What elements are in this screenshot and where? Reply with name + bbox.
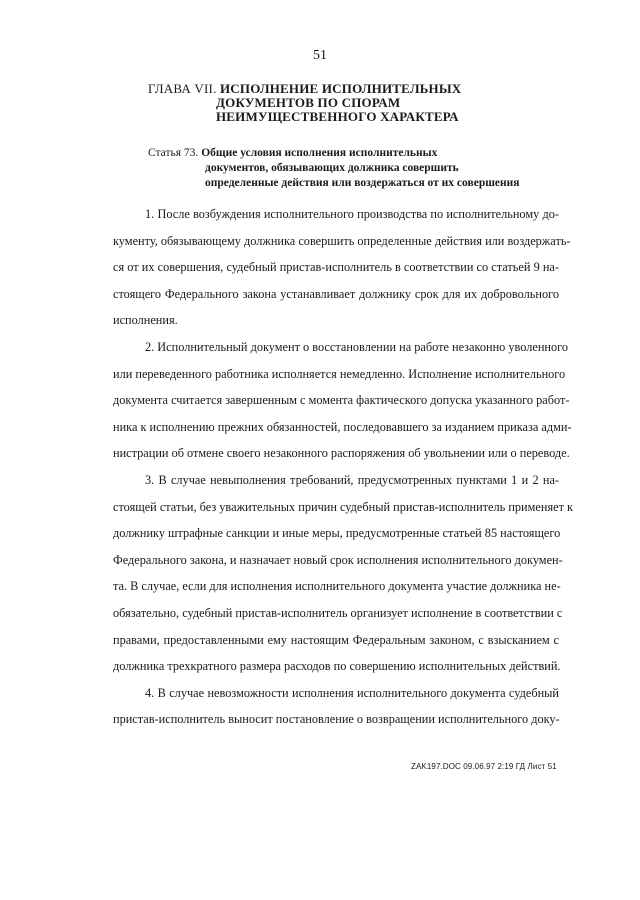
paragraph-line: 3. В случае невыполнения требований, предусмотренных пунктами 1 и 2 на- xyxy=(145,472,559,487)
paragraph-line: Федерального закона, и назначает новый срок исполнения исполнительного докумен- xyxy=(113,552,563,567)
paragraph xyxy=(113,334,572,467)
chapter-title-line-1: ИСПОЛНЕНИЕ ИСПОЛНИТЕЛЬНЫХ xyxy=(219,81,462,96)
paragraph-line: должника трехкратного размера расходов по совершению исполнительных действий. xyxy=(113,659,561,674)
paragraph xyxy=(113,680,559,733)
paragraph-line: та. В случае, если для исполнения исполнительного документа участие должника не- xyxy=(113,579,561,594)
article-title-line-2: документов, обязывающих должника совершить xyxy=(205,162,459,174)
paragraph-line: исполнения. xyxy=(113,313,178,328)
paragraph-line: стоящего Федерального закона устанавливает должнику срок для их добровольного xyxy=(113,286,559,301)
paragraph-line: 4. В случае невозможности исполнения исполнительного документа судебный xyxy=(145,685,559,700)
article-title-line-1: Общие условия исполнения исполнительных xyxy=(201,147,438,159)
paragraph xyxy=(113,201,571,334)
paragraph-line: или переведенного работника исполняется немедленно. Исполнение исполнительного xyxy=(113,366,566,381)
paragraph-line: документа считается завершенным с момента фактического допуска указанного работ- xyxy=(113,393,570,408)
paragraph-line: правами, предоставленными ему настоящим Федеральным законом, с взысканием с xyxy=(113,632,559,647)
paragraph-line: 2. Исполнительный документ о восстановлении на работе незаконно уволенного xyxy=(145,339,569,354)
paragraph-line: должнику штрафные санкции и иные меры, предусмотренные статьей 85 настоящего xyxy=(113,526,561,541)
chapter-heading xyxy=(148,82,461,124)
chapter-title-line-3: НЕИМУЩЕСТВЕННОГО ХАРАКТЕРА xyxy=(216,109,459,124)
paragraph-line: пристав-исполнитель выносит постановление о возвращении исполнительного доку- xyxy=(113,712,560,727)
article-heading xyxy=(148,146,520,191)
document-footer: ZAK197.DOC 09.06.97 2:19 ГД Лист 51 xyxy=(411,762,557,771)
paragraph-line: обязательно, судебный пристав-исполнитель организует исполнение в соответствии с xyxy=(113,605,563,620)
chapter-prefix: ГЛАВА VII. xyxy=(148,81,217,96)
page-number: 51 xyxy=(313,48,327,63)
paragraph-line: стоящей статьи, без уважительных причин судебный пристав-исполнитель применяет к xyxy=(113,499,573,514)
paragraph-line: 1. После возбуждения исполнительного производства по исполнительному до- xyxy=(145,207,559,221)
chapter-heading-line-1 xyxy=(148,82,461,96)
paragraph-line: кументу, обязывающему должника совершить определенные действия или воздержать- xyxy=(113,233,571,248)
paragraph-line: ника к исполнению прежних обязанностей, последовавшего за изданием приказа адми- xyxy=(113,419,572,434)
paragraph xyxy=(113,467,573,680)
article-prefix: Статья 73. xyxy=(148,147,199,159)
paragraph-line: ся от их совершения, судебный пристав-исполнитель в соответствии со статьей 9 на- xyxy=(113,260,559,275)
paragraph-line: нистрации об отмене своего незаконного распоряжения об увольнении или о переводе. xyxy=(113,446,570,461)
article-title-line-3: определенные действия или воздержаться от их совершения xyxy=(205,177,520,189)
article-body xyxy=(113,201,573,733)
article-heading-line-1 xyxy=(148,146,520,161)
chapter-title-line-2: ДОКУМЕНТОВ ПО СПОРАМ xyxy=(216,95,401,110)
